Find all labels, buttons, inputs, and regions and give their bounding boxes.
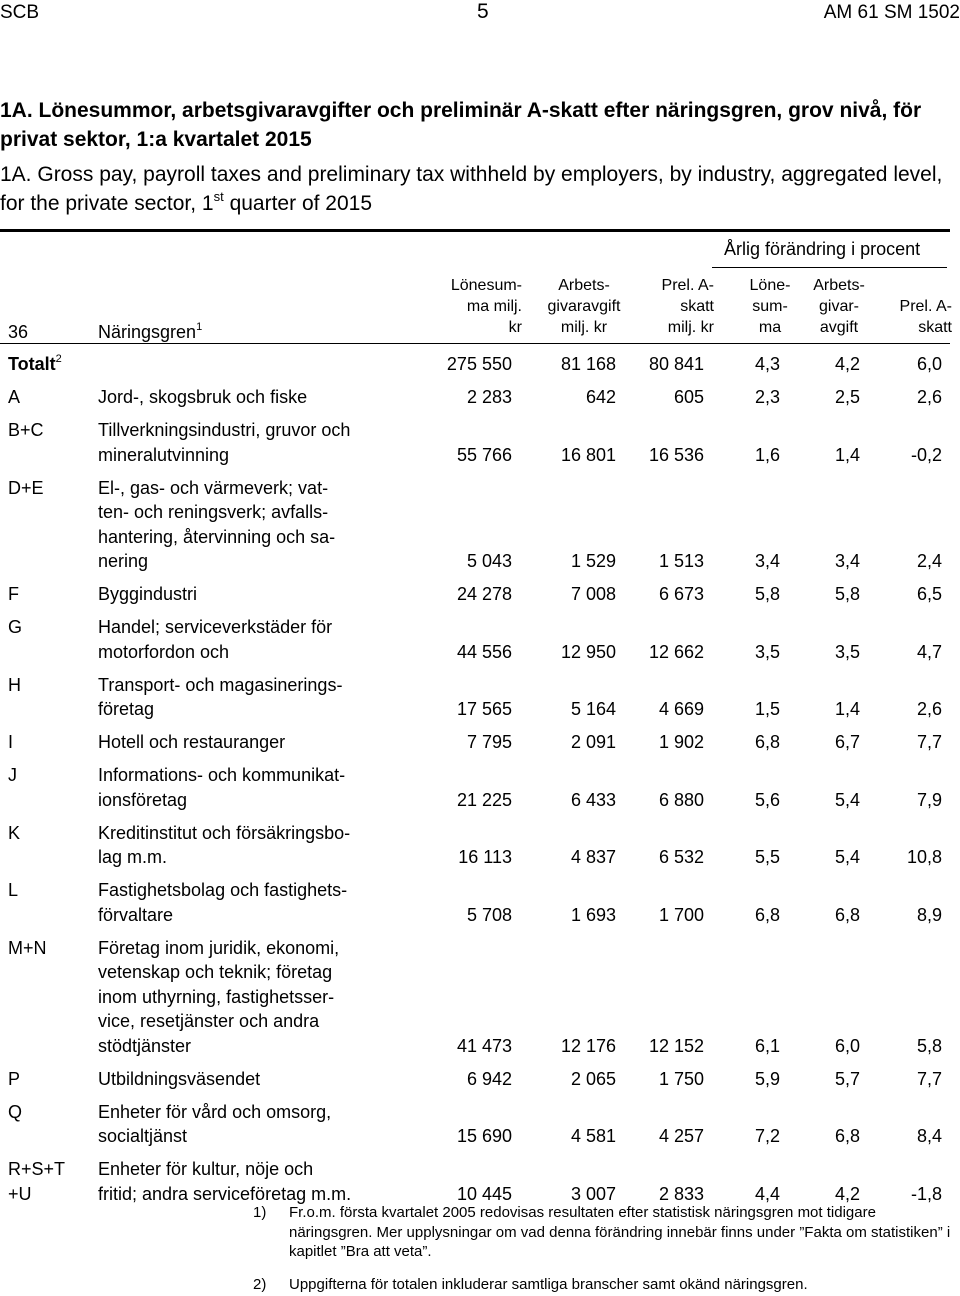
cell-lonesumma: 55 766	[456, 444, 512, 465]
cell-arbetsgivaravgift: 2 091	[570, 732, 616, 752]
cell-pct-lonesumma: 5,9	[754, 1068, 780, 1089]
cell-pct-lonesumma: 1,6	[754, 444, 780, 465]
cell-prel-askatt: 6 880	[658, 789, 704, 810]
industry-name-line: hantering, återvinning och sa-	[98, 526, 336, 547]
header-line: avgift	[819, 319, 859, 336]
cell-pct-lonesumma: 5,5	[754, 847, 780, 867]
footnote-text: Fr.o.m. första kvartalet 2005 redovisas resultaten efter statistisk näringsgren mot tidigare näringsgren. Mer upplysningar om vad denna förändring innebär finns under ”Fakta om statistiken” i kapitlet ”Bra att veta”.	[289, 1204, 951, 1260]
industry-name	[98, 821, 408, 870]
industry-code: K	[8, 822, 21, 843]
cell-arbetsgivaravgift: 4 837	[570, 847, 616, 867]
cell-pct-arbetsgivar: 1,4	[834, 444, 860, 465]
industry-name	[98, 476, 408, 574]
cell-arbetsgivaravgift: 16 801	[560, 444, 616, 465]
cell-lonesumma: 10 445	[456, 1183, 512, 1204]
cell-prel-askatt: 1 700	[658, 904, 704, 925]
header-publisher: SCB	[0, 2, 40, 23]
cell-arbetsgivaravgift: 12 950	[560, 641, 616, 662]
cell-lonesumma: 5 043	[466, 551, 512, 571]
footnote-text: Uppgifterna för totalen inkluderar samtliga branscher samt okänd näringsgren.	[289, 1276, 808, 1293]
industry-name-line: Enheter för kultur, nöje och	[98, 1159, 314, 1179]
cell-pct-lonesumma: 5,6	[754, 789, 780, 810]
cell-prel-askatt: 6 673	[658, 584, 704, 604]
cell-lonesumma: 44 556	[456, 641, 512, 662]
cell-arbetsgivaravgift: 2 065	[570, 1068, 616, 1089]
cell-pct-askatt: 2,6	[916, 699, 942, 719]
cell-arbetsgivaravgift: 6 433	[570, 789, 616, 810]
cell-pct-askatt: 4,7	[916, 641, 942, 662]
industry-name-line: Företag inom juridik, ekonomi,	[98, 937, 340, 958]
industry-name-line: lag m.m.	[98, 847, 168, 867]
cell-lonesumma: 15 690	[456, 1126, 512, 1146]
cell-pct-arbetsgivar: 5,7	[834, 1068, 860, 1089]
industry-name	[98, 582, 408, 607]
industry-name-line: Jord-, skogsbruk och fiske	[98, 387, 308, 407]
industry-name-line: Informations- och kommunikat-	[98, 765, 346, 785]
cell-pct-lonesumma: 4,4	[754, 1183, 780, 1204]
industry-name-line: fritid; andra serviceföretag m.m.	[98, 1183, 352, 1204]
industry-name-line: El-, gas- och värmeverk; vat-	[98, 477, 329, 498]
cell-pct-arbetsgivar: 5,8	[834, 584, 860, 604]
cell-prel-askatt: 1 513	[658, 551, 704, 571]
industry-code: H	[8, 674, 21, 695]
industry-name-line: förvaltare	[98, 904, 174, 925]
cell-pct-askatt: 7,7	[916, 1068, 942, 1089]
header-line: Prel. A-	[661, 277, 714, 294]
cell-pct-askatt: 8,4	[916, 1126, 942, 1146]
industry-name	[98, 1100, 408, 1149]
industry-code: D+E	[8, 477, 44, 498]
industry-name-line: Kreditinstitut och försäkringsbo-	[98, 822, 351, 843]
industry-code: I	[8, 732, 14, 752]
industry-name	[98, 878, 408, 927]
total-label: Totalt$^2$	[8, 353, 62, 374]
industry-name-line: Transport- och magasinerings-	[98, 674, 343, 695]
cell-prel-askatt: 16 536	[648, 444, 704, 465]
cell-lonesumma: 17 565	[456, 699, 512, 719]
cell-lonesumma: 7 795	[466, 732, 512, 752]
industry-code: P	[8, 1068, 21, 1089]
industry-name-line: Enheter för vård och omsorg,	[98, 1101, 332, 1122]
header-line: ma	[758, 319, 782, 336]
cell-pct-askatt: -1,8	[910, 1183, 942, 1204]
header-line: sum-	[752, 298, 788, 315]
industry-name	[98, 673, 408, 722]
industry-column-header: Näringsgren$^1$	[98, 321, 203, 342]
cell-arbetsgivaravgift: 5 164	[570, 699, 616, 719]
header-line: Lönesum-	[450, 277, 522, 294]
industry-name	[98, 385, 408, 410]
industry-code: Q	[8, 1101, 23, 1122]
cell-pct-arbetsgivar: 4,2	[834, 1183, 860, 1204]
industry-name-line: inom uthyrning, fastighetsser-	[98, 986, 335, 1007]
header-line: Löne-	[749, 277, 791, 294]
industry-code: B+C	[8, 420, 44, 440]
cell-pct-lonesumma: 6,8	[754, 904, 780, 925]
industry-code: M+N	[8, 937, 47, 958]
table-top-rule	[0, 229, 950, 232]
industry-name-line: Utbildningsväsendet	[98, 1068, 261, 1089]
industry-name	[98, 1067, 408, 1092]
column-header-prel-askatt	[662, 275, 714, 338]
industry-name-line: företag	[98, 699, 155, 719]
cell-pct-lonesumma: 3,5	[754, 641, 780, 662]
industry-name	[98, 1157, 408, 1206]
cell-pct-askatt: 7,7	[916, 732, 942, 752]
cell-prel-askatt: 1 750	[658, 1068, 704, 1089]
table-title-english: 1A. Gross pay, payroll taxes and preliminary tax withheld by employers, by industry, aggregated level, for the private sector, 1st quarter of 2015	[0, 163, 943, 215]
cell-prel-askatt: 6 532	[658, 847, 704, 867]
cell-pct-arbetsgivar: 6,7	[834, 732, 860, 752]
header-line: givar-	[818, 298, 859, 315]
industry-code: R+S+T +U	[8, 1159, 66, 1204]
header-line: milj. kr	[560, 319, 608, 336]
cell-pct-lonesumma: 6,8	[754, 732, 780, 752]
industry-name	[98, 936, 408, 1059]
code-column-header: 36	[8, 322, 29, 342]
cell-arbetsgivaravgift: 4 581	[570, 1126, 616, 1146]
cell-prel-askatt: 2 833	[658, 1183, 704, 1204]
header-line: kr	[508, 319, 522, 336]
cell-pct-askatt: 2,4	[916, 551, 942, 571]
header-line: skatt	[918, 319, 952, 336]
cell-pct-lonesumma: 4,3	[754, 354, 780, 374]
industry-name	[98, 418, 408, 467]
cell-pct-askatt: 8,9	[916, 904, 942, 925]
cell-prel-askatt: 4 257	[658, 1126, 704, 1146]
cell-prel-askatt: 12 152	[648, 1035, 704, 1056]
column-header-lonesumma	[451, 275, 522, 338]
industry-code: A	[8, 387, 21, 407]
cell-pct-lonesumma: 3,4	[754, 551, 780, 571]
cell-lonesumma: 41 473	[456, 1035, 512, 1056]
cell-lonesumma: 2 283	[466, 387, 512, 407]
cell-prel-askatt: 4 669	[658, 699, 704, 719]
column-header-pct-askatt	[900, 296, 952, 338]
industry-name-line: vetenskap och teknik; företag	[98, 962, 333, 982]
header-line: Prel. A-	[899, 298, 952, 315]
cell-arbetsgivaravgift: 12 176	[560, 1035, 616, 1056]
industry-name	[98, 615, 408, 664]
cell-pct-askatt: 6,5	[916, 584, 942, 604]
cell-pct-lonesumma: 5,8	[754, 584, 780, 604]
industry-name	[98, 730, 408, 755]
cell-pct-askatt: 7,9	[916, 789, 942, 810]
cell-pct-askatt: 10,8	[906, 847, 942, 867]
cell-pct-askatt: 5,8	[916, 1035, 942, 1056]
industry-code: J	[8, 765, 17, 785]
table-title-swedish: 1A. Lönesummor, arbetsgivaravgifter och preliminär A-skatt efter näringsgren, grov nivå, för privat sektor, 1:a kvartalet 2015	[0, 99, 922, 151]
column-header-arbetsgivaravgift	[546, 275, 622, 338]
cell-pct-arbetsgivar: 5,4	[834, 789, 860, 810]
industry-name-line: ionsföretag	[98, 789, 188, 810]
cell-arbetsgivaravgift: 7 008	[570, 584, 616, 604]
header-bottom-rule	[0, 343, 950, 344]
cell-prel-askatt: 12 662	[648, 641, 704, 662]
header-line: Arbets-	[813, 277, 865, 294]
cell-pct-askatt: 6,0	[916, 354, 942, 374]
cell-pct-lonesumma: 2,3	[754, 387, 780, 407]
header-line: ma milj.	[466, 298, 522, 315]
cell-lonesumma: 24 278	[456, 584, 512, 604]
cell-arbetsgivaravgift: 81 168	[560, 354, 616, 374]
footnote-number: 2)	[253, 1276, 267, 1293]
industry-code: G	[8, 617, 23, 637]
cell-pct-arbetsgivar: 4,2	[834, 354, 860, 374]
report-id: AM 61 SM 1502	[823, 2, 960, 23]
industry-name-line: mineralutvinning	[98, 444, 230, 465]
industry-name-line: motorfordon och	[98, 641, 230, 662]
cell-pct-arbetsgivar: 1,4	[834, 699, 860, 719]
industry-code: L	[8, 880, 19, 900]
industry-name-line: nering	[98, 551, 149, 571]
group-header-rule	[712, 267, 947, 268]
cell-pct-arbetsgivar: 3,4	[834, 551, 860, 571]
header-line: givaravgift	[547, 298, 621, 315]
cell-lonesumma: 5 708	[466, 904, 512, 925]
header-line: milj. kr	[667, 319, 714, 336]
cell-pct-lonesumma: 6,1	[754, 1035, 780, 1056]
column-header-pct-lonesumma	[740, 275, 800, 338]
group-header-annual-change: Årlig förändring i procent	[724, 239, 921, 259]
cell-arbetsgivaravgift: 642	[585, 387, 616, 407]
industry-name-line: ten- och reningsverk; avfalls-	[98, 502, 329, 522]
cell-pct-arbetsgivar: 6,8	[834, 1126, 860, 1146]
industry-name-line: Fastighetsbolag och fastighets-	[98, 880, 348, 900]
footnote-number: 1)	[253, 1204, 267, 1221]
header-line: skatt	[680, 298, 714, 315]
cell-pct-arbetsgivar: 5,4	[834, 847, 860, 867]
cell-pct-askatt: -0,2	[910, 444, 942, 465]
industry-code: F	[8, 584, 19, 604]
cell-lonesumma: 21 225	[456, 789, 512, 810]
page-header	[0, 0, 960, 30]
cell-arbetsgivaravgift: 3 007	[570, 1183, 616, 1204]
cell-arbetsgivaravgift: 1 529	[570, 551, 616, 571]
cell-lonesumma: 16 113	[458, 847, 512, 867]
industry-name-line: Handel; serviceverkstäder för	[98, 617, 333, 637]
cell-pct-arbetsgivar: 3,5	[834, 641, 860, 662]
header-line: Arbets-	[558, 277, 610, 294]
industry-name-line: Tillverkningsindustri, gruvor och	[98, 420, 351, 440]
industry-name-line: vice, resetjänster och andra	[98, 1011, 320, 1031]
cell-prel-askatt: 1 902	[658, 732, 704, 752]
industry-name	[98, 763, 408, 812]
column-header-pct-arbetsgivar	[808, 275, 870, 338]
cell-arbetsgivaravgift: 1 693	[570, 904, 616, 925]
industry-name-line: Byggindustri	[98, 584, 198, 604]
cell-pct-lonesumma: 1,5	[754, 699, 780, 719]
industry-name-line: socialtjänst	[98, 1126, 188, 1146]
cell-pct-arbetsgivar: 6,0	[834, 1035, 860, 1056]
industry-name-line: Hotell och restauranger	[98, 732, 286, 752]
cell-prel-askatt: 605	[673, 387, 704, 407]
cell-prel-askatt: 80 841	[648, 354, 704, 374]
cell-lonesumma: 275 550	[446, 354, 512, 374]
cell-pct-lonesumma: 7,2	[754, 1126, 780, 1146]
page-number: 5	[477, 0, 489, 23]
industry-name-line: stödtjänster	[98, 1035, 192, 1056]
cell-pct-askatt: 2,6	[916, 387, 942, 407]
cell-pct-arbetsgivar: 2,5	[834, 387, 860, 407]
cell-lonesumma: 6 942	[466, 1068, 512, 1089]
cell-pct-arbetsgivar: 6,8	[834, 904, 860, 925]
